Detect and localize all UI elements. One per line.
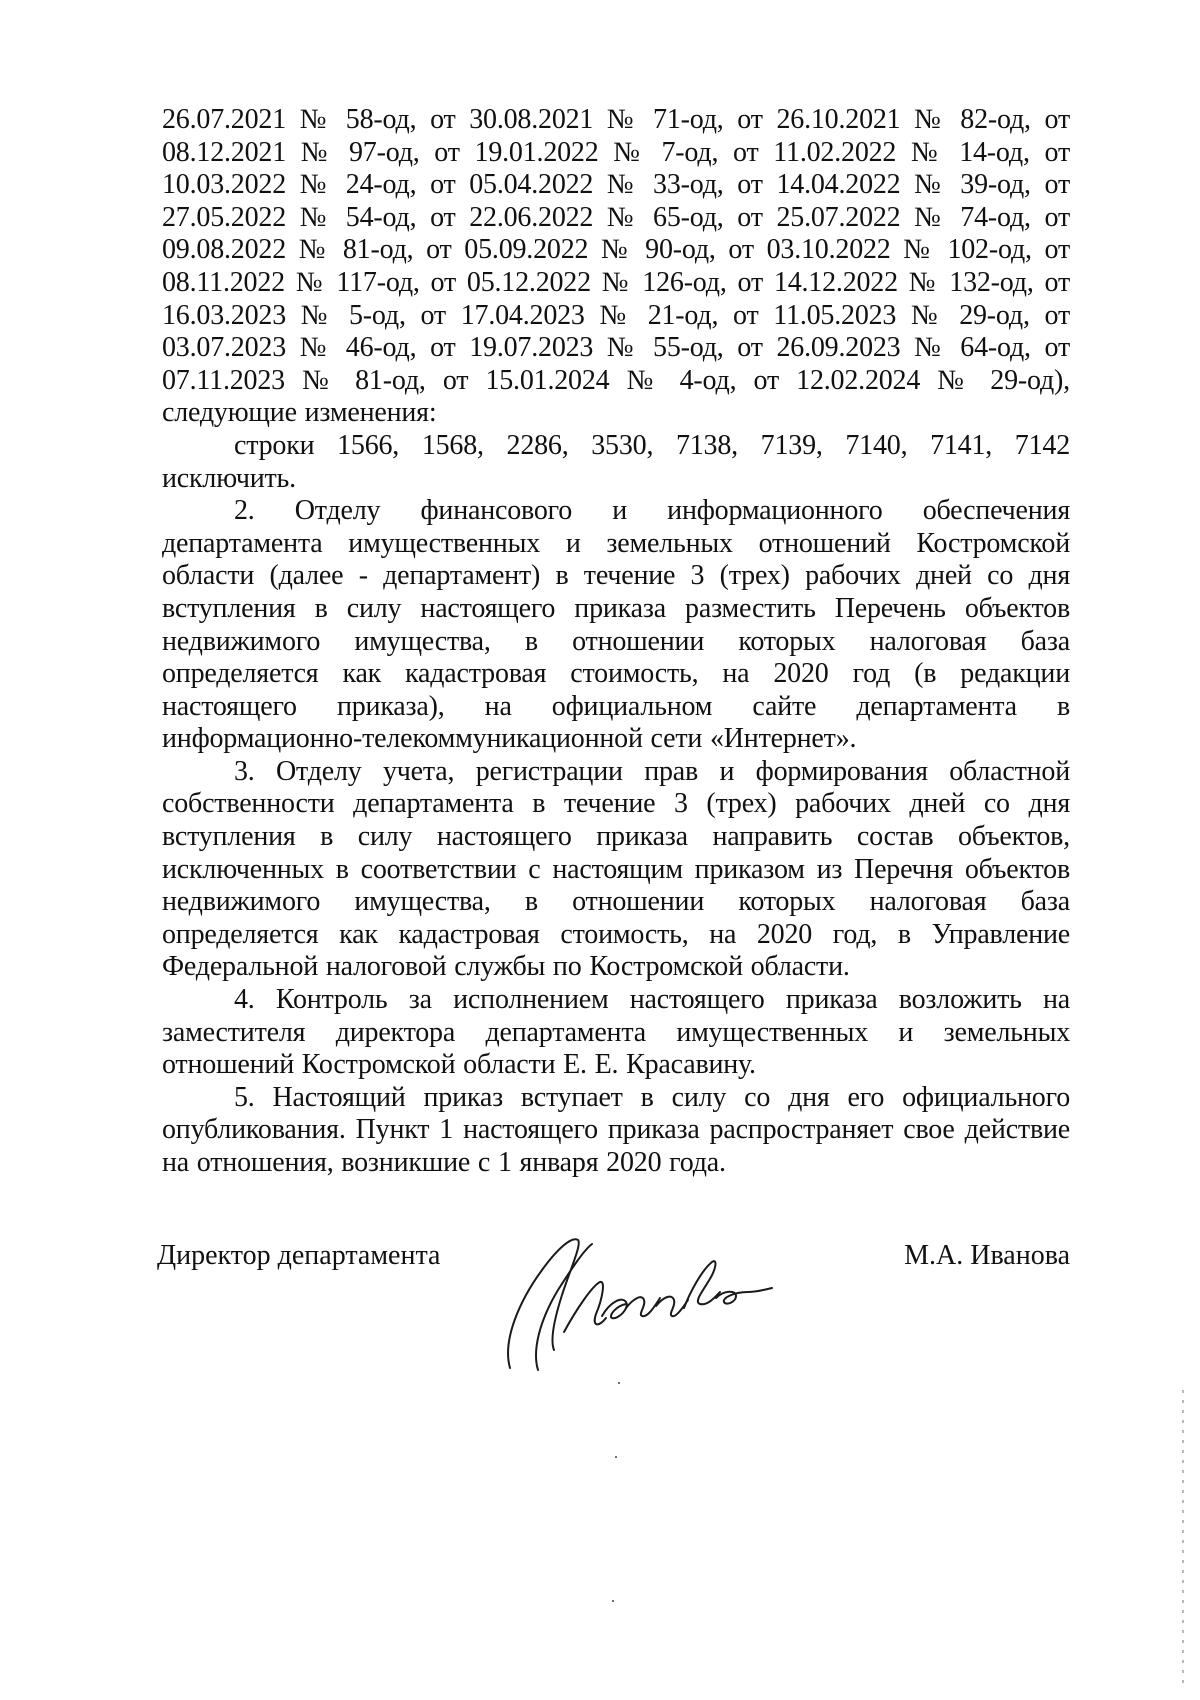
item-4-paragraph: 4. Контроль за исполнением настоящего приказа возложить на заместителя директора департамента имущественных и земельных отношений Костромской области Е. Е. Красавину. xyxy=(162,984,1070,1081)
item-2-paragraph: 2. Отделу финансового и информационного обеспечения департамента имущественных и земельных отношений Костромской области (далее - департамент) в течение 3 (трех) рабочих дней со дня вступления в силу настоящего приказа разместить Перечень объектов недвижимого имущества, в отношении которых налоговая база определяется как кадастровая стоимость, на 2020 год (в редакции настоящего приказа), на официальном сайте департамента в информационно-телекоммуникационной сети «Интернет». xyxy=(162,495,1070,755)
document-body xyxy=(162,104,1070,1180)
scan-speck xyxy=(618,1382,620,1384)
scan-speck xyxy=(615,1456,617,1458)
item-5-paragraph: 5. Настоящий приказ вступает в силу со дня его официального опубликования. Пункт 1 настоящего приказа распространяет свое действие на отношения, возникшие с 1 января 2020 года. xyxy=(162,1081,1070,1178)
scan-speck xyxy=(612,1600,614,1602)
signer-name: М.А. Иванова xyxy=(904,1240,1070,1271)
rows-excluded-paragraph: строки 1566, 1568, 2286, 3530, 7138, 7139, 7140, 7141, 7142 исключить. xyxy=(162,429,1070,494)
handwritten-signature xyxy=(480,1210,780,1380)
item-3-paragraph: 3. Отделу учета, регистрации прав и формирования областной собственности департамента в течение 3 (трех) рабочих дней со дня вступления в силу настоящего приказа направить состав объектов, исключенных в соответствии с настоящим приказом из Перечня объектов недвижимого имущества, в отношении которых налоговая база определяется как кадастровая стоимость, на 2020 год, в Управление Федеральной налоговой службы по Костромской области. xyxy=(162,755,1070,983)
signer-title: Директор департамента xyxy=(157,1240,441,1271)
amendments-list-paragraph: 26.07.2021 № 58-од, от 30.08.2021 № 71-од, от 26.10.2021 № 82-од, от 08.12.2021 № 97-од, от 19.01.2022 № 7-од, от 11.02.2022 № 14-од, от 10.03.2022 № 24-од, от 05.04.2022 № 33-од, от 14.04.2022 № 39-од, от 27.05.2022 № 54-од, от 22.06.2022 № 65-од, от 25.07.2022 № 74-од, от 09.08.2022 № 81-од, от 05.09.2022 № 90-од, от 03.10.2022 № 102-од, от 08.11.2022 № 117-од, от 05.12.2022 № 126-од, от 14.12.2022 № 132-од, от 16.03.2023 № 5-од, от 17.04.2023 № 21-од, от 11.05.2023 № 29-од, от 03.07.2023 № 46-од, от 19.07.2023 № 55-од, от 26.09.2023 № 64-од, от 07.11.2023 № 81-од, от 15.01.2024 № 4-од, от 12.02.2024 № 29-од), следующие изменения: xyxy=(162,104,1070,429)
scan-edge-mark xyxy=(1182,1390,1184,1690)
